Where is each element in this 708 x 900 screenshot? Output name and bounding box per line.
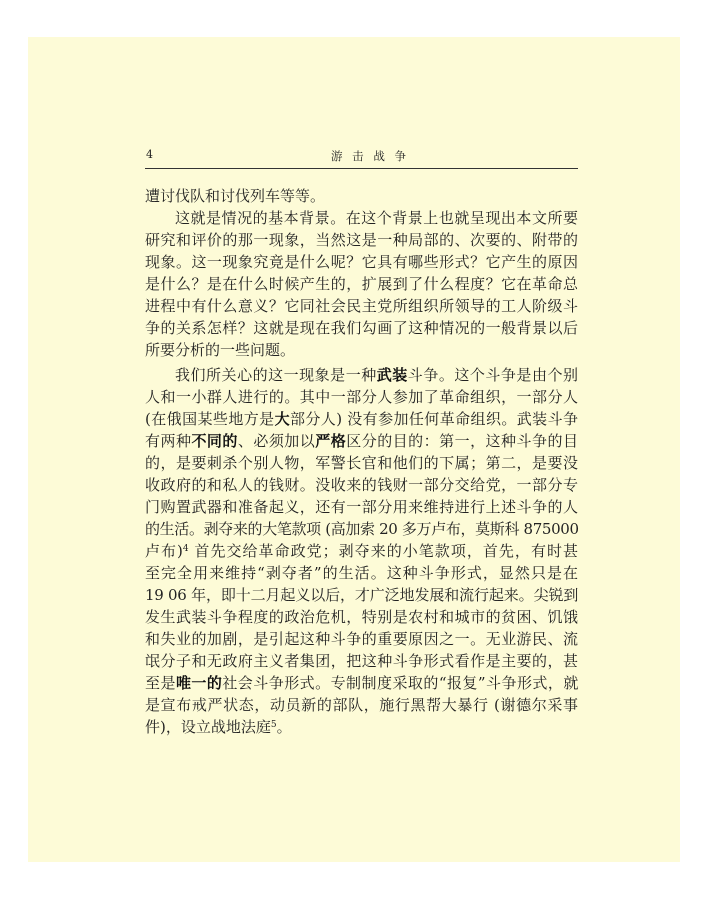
text-segment: 这就是情况的基本背景。在这个背景上也就呈现出本文所要	[175, 209, 578, 227]
body-line	[145, 628, 578, 650]
body-line	[145, 408, 578, 430]
text-segment: 至完全用来维持“剥夺者”的生活。这种斗争形式，显然只是在	[145, 564, 578, 582]
body-line	[145, 339, 578, 361]
text-segment: 遭讨伐队和讨伐列车等等。	[145, 187, 326, 205]
footnote-reference: 5	[270, 720, 277, 730]
body-line	[145, 452, 578, 474]
text-segment: 研究和评价的那一现象，当然这是一种局部的、次要的、附带的	[145, 231, 578, 249]
text-segment: 发生武装斗争程度的政治危机，特别是农村和城市的贫困、饥饿	[145, 608, 578, 626]
emphasis-text: 武装	[376, 366, 408, 384]
body-line	[145, 672, 578, 694]
text-segment: 。	[276, 718, 292, 736]
text-segment: 社会斗争形式。专制制度采取的“报复”斗争形式，就	[222, 674, 578, 692]
text-segment: 我们所关心的这一现象是一种	[175, 366, 377, 384]
text-segment: 争的关系怎样？这就是现在我们勾画了这种情况的一般背景以后	[145, 319, 578, 337]
text-segment: 现象。这一现象究竟是什么呢？它具有哪些形式？它产生的原因	[145, 253, 578, 271]
text-segment: 门购置武器和准备起义，还有一部分用来维持进行上述斗争的人	[145, 498, 578, 516]
body-line	[145, 694, 578, 716]
text-segment: 、必须加以	[237, 432, 316, 450]
text-segment: 的，是要刺杀个别人物，军警长官和他们的下属；第二，是要没	[145, 454, 578, 472]
text-segment: 至是	[145, 674, 176, 692]
text-segment: 的生活。剥夺来的大笔款项 (高加索 20 多万卢布，莫斯科 875000	[145, 520, 579, 538]
body-text	[145, 185, 578, 738]
body-line	[145, 474, 578, 496]
text-segment: 收政府的和私人的钱财。没收来的钱财一部分交给党，一部分专	[145, 476, 578, 494]
body-line	[145, 584, 578, 606]
header-rule	[145, 168, 578, 169]
text-segment: 部分人) 没有参加任何革命组织。武装斗争	[289, 410, 578, 428]
body-line	[145, 207, 578, 229]
footnote-reference: 4	[182, 544, 189, 554]
text-segment: 和失业的加剧，是引起这种斗争的重要原因之一。无业游民、流	[145, 630, 578, 648]
text-segment: 所要分析的一些问题。	[145, 341, 296, 359]
text-segment: 有两种	[145, 432, 192, 450]
text-segment: 首先交给革命政党；剥夺来的小笔款项，首先，有时甚	[188, 542, 578, 560]
text-segment: 19 06 年，即十二月起义以后，才广泛地发展和流行起来。尖锐到	[145, 586, 578, 604]
body-line	[145, 562, 578, 584]
text-segment: 卢布)	[145, 542, 183, 560]
body-line	[145, 185, 578, 207]
text-segment: 是宣布戒严状态，动员新的部队，施行黑帮大暴行 (谢德尔采事	[145, 696, 578, 714]
text-segment: 件)，设立战地法庭	[145, 718, 271, 736]
emphasis-text: 不同的	[191, 432, 238, 450]
text-segment: 氓分子和无政府主义者集团，把这种斗争形式看作是主要的，甚	[145, 652, 578, 670]
running-title: 游 击 战 争	[331, 149, 409, 163]
text-segment: (在俄国某些地方是	[145, 410, 275, 428]
body-line	[145, 496, 578, 518]
text-segment: 斗争。这个斗争是由个别	[407, 366, 578, 384]
body-line	[145, 364, 578, 386]
emphasis-text: 严格	[315, 432, 347, 450]
body-line	[145, 386, 578, 408]
emphasis-text: 唯一的	[175, 674, 223, 692]
text-segment: 是什么？是在什么时候产生的，扩展到了什么程度？它在革命总	[145, 275, 578, 293]
body-line	[145, 317, 578, 339]
body-line	[145, 430, 578, 452]
text-segment: 进程中有什么意义？它同社会民主党所组织所领导的工人阶级斗	[145, 297, 578, 315]
body-line	[145, 540, 578, 562]
emphasis-text: 大	[274, 410, 290, 428]
text-segment: 区分的目的：第一，这种斗争的目	[346, 432, 578, 450]
page-number: 4	[146, 148, 153, 161]
body-line	[145, 251, 578, 273]
body-line	[145, 229, 578, 251]
text-segment: 人和一小群人进行的。其中一部分人参加了革命组织，一部分人	[145, 388, 578, 406]
body-line	[145, 295, 578, 317]
body-line	[145, 606, 578, 628]
body-line	[145, 273, 578, 295]
body-line	[145, 518, 578, 540]
body-line	[145, 650, 578, 672]
body-line	[145, 716, 578, 738]
